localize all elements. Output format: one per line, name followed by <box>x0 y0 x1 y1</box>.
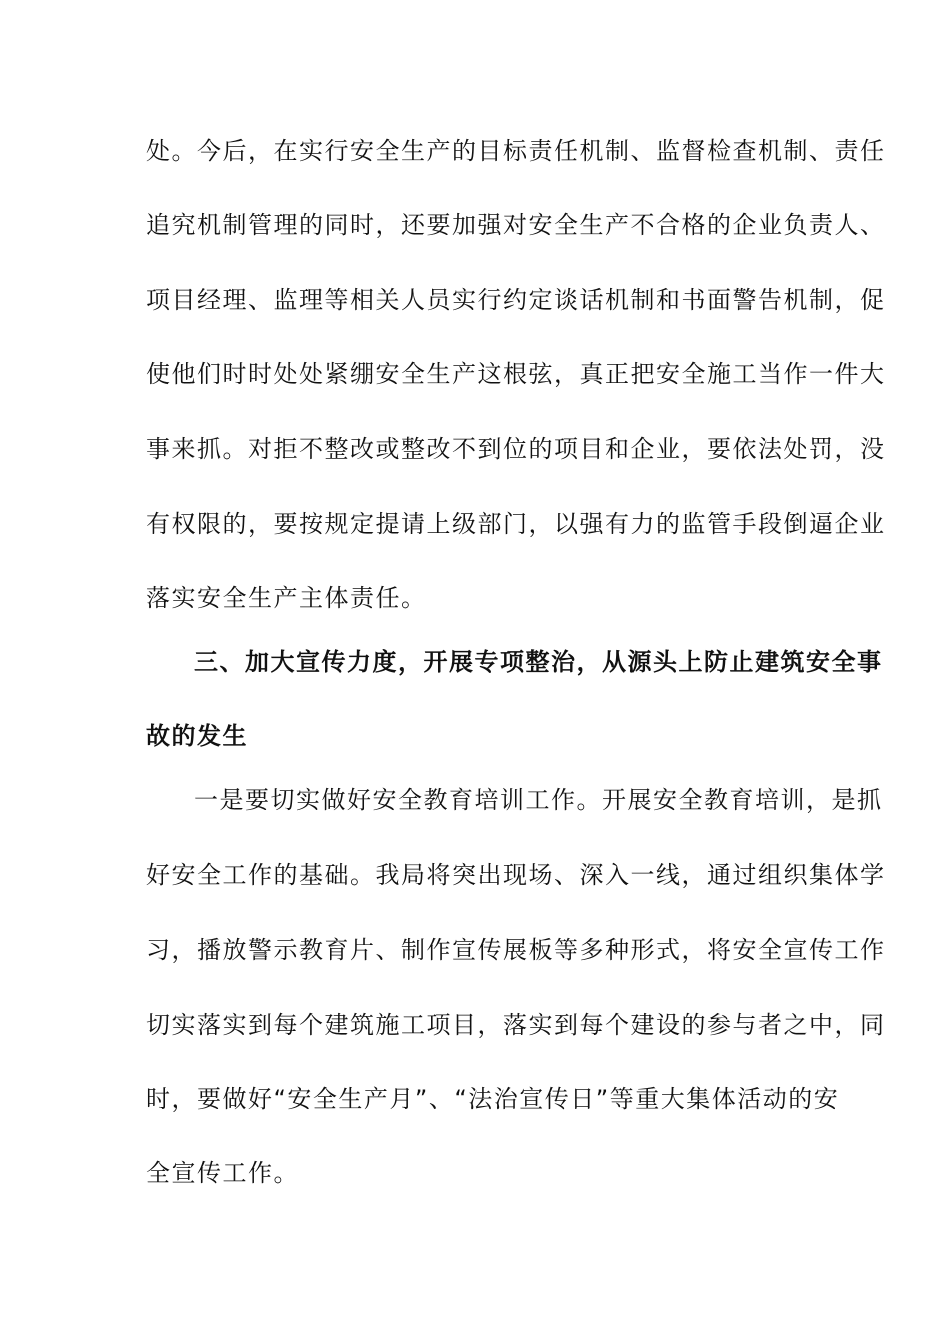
paragraph-line: 使他们时时处处紧绷安全生产这根弦，真正把安全施工当作一件大 <box>146 360 886 388</box>
section-heading-continued: 故的发生 <box>146 722 248 750</box>
paragraph-line: 处。今后，在实行安全生产的目标责任机制、监督检查机制、责任 <box>146 137 886 165</box>
paragraph-line: 事来抓。对拒不整改或整改不到位的项目和企业，要依法处罚，没 <box>146 435 886 463</box>
paragraph-line: 项目经理、监理等相关人员实行约定谈话机制和书面警告机制，促 <box>146 286 886 314</box>
section-heading: 三、加大宣传力度，开展专项整治，从源头上防止建筑安全事 <box>194 648 883 676</box>
paragraph-line: 全宣传工作。 <box>146 1159 299 1187</box>
paragraph-line: 时，要做好“安全生产月”、“法治宣传日”等重大集体活动的安 <box>146 1085 840 1113</box>
paragraph-line: 好安全工作的基础。我局将突出现场、深入一线，通过组织集体学 <box>146 861 886 889</box>
paragraph-line: 一是要切实做好安全教育培训工作。开展安全教育培训，是抓 <box>194 786 883 814</box>
paragraph-line: 切实落实到每个建筑施工项目，落实到每个建设的参与者之中，同 <box>146 1011 886 1039</box>
paragraph-line: 落实安全生产主体责任。 <box>146 584 427 612</box>
paragraph-line: 习，播放警示教育片、制作宣传展板等多种形式，将安全宣传工作 <box>146 936 886 964</box>
paragraph-line: 有权限的，要按规定提请上级部门，以强有力的监管手段倒逼企业 <box>146 510 886 538</box>
paragraph-line: 追究机制管理的同时，还要加强对安全生产不合格的企业负责人、 <box>146 211 886 239</box>
